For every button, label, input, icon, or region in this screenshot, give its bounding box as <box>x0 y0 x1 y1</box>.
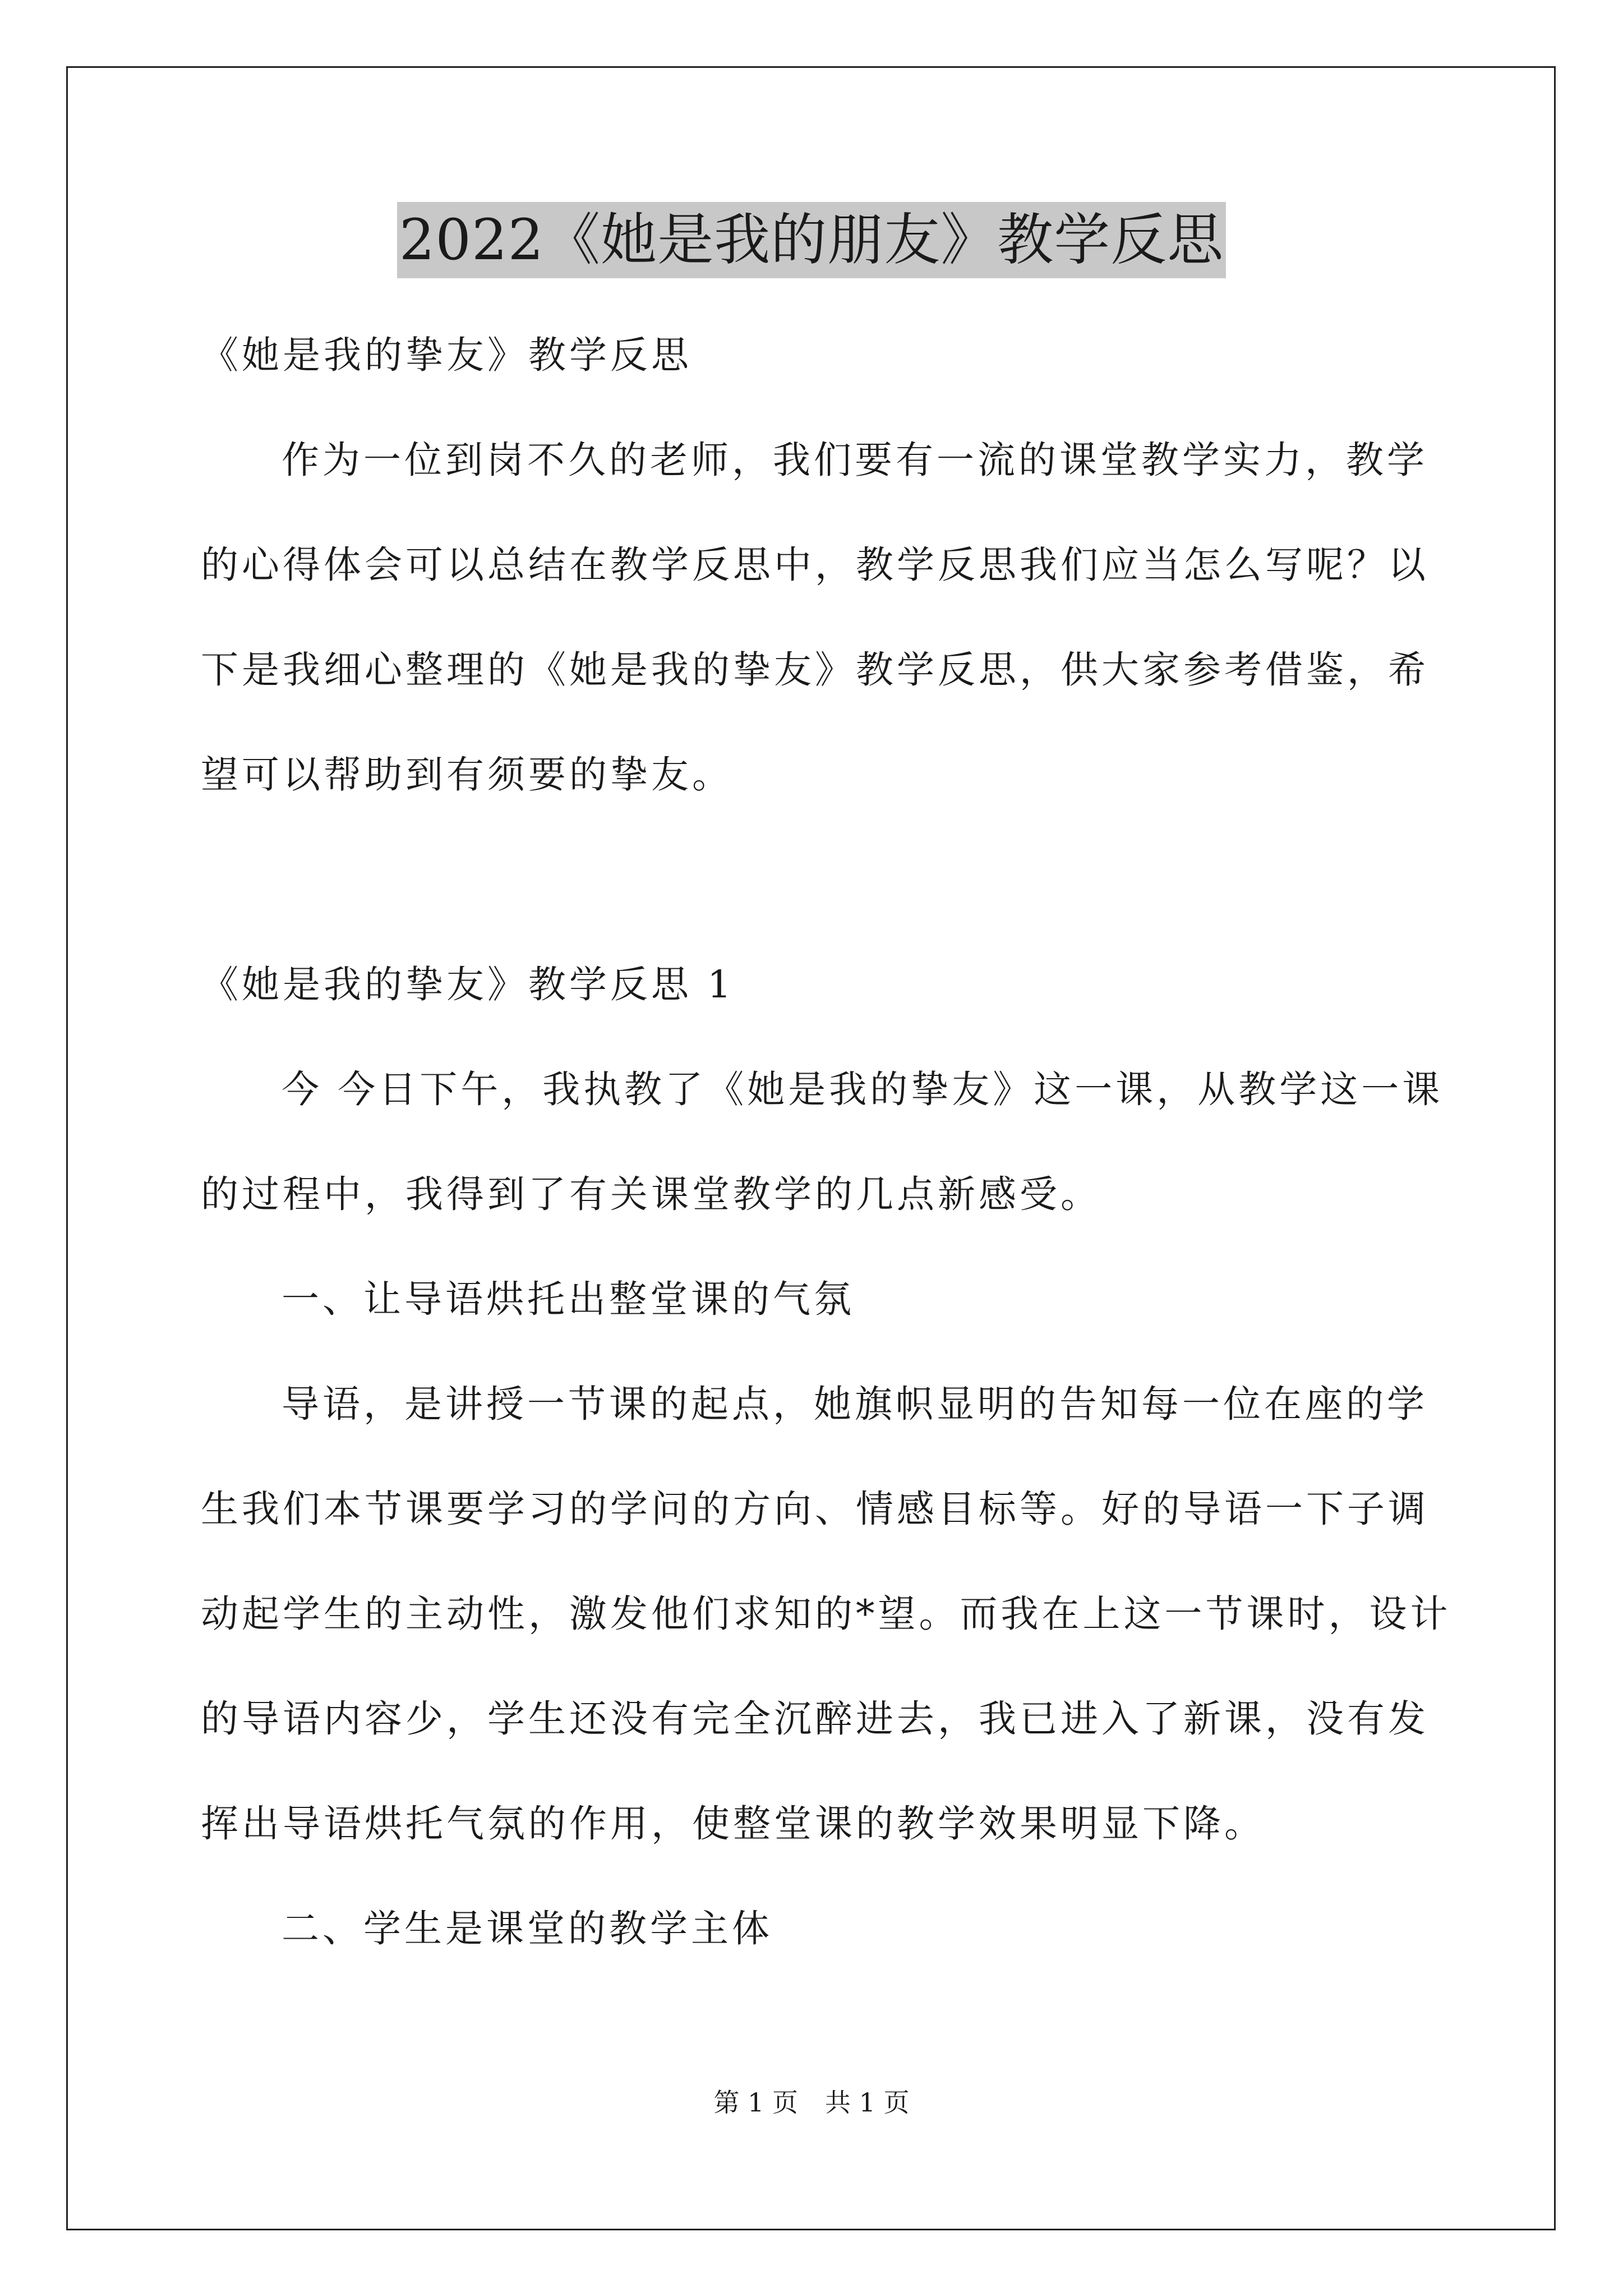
paragraph-line: 的导语内容少，学生还没有完全沉醉进去，我已进入了新课，没有发 <box>201 1697 1429 1741</box>
subsection-heading: 一、让导语烘托出整堂课的气氛 <box>282 1277 855 1321</box>
blank-line <box>201 827 1429 932</box>
page-total: 共 1 页 <box>825 2087 910 2118</box>
title-container <box>0 202 1623 278</box>
paragraph-line: 望可以帮助到有须要的挚友。 <box>201 753 733 797</box>
paragraph-line: 今 今日下午，我执教了《她是我的挚友》这一课，从教学这一课 <box>282 1068 1444 1111</box>
paragraph-line: 作为一位到岗不久的老师，我们要有一流的课堂教学实力，教学 <box>282 438 1428 482</box>
paragraph-line: 的过程中，我得到了有关课堂教学的几点新感受。 <box>201 1172 1101 1216</box>
paragraph-line: 的心得体会可以总结在教学反思中，教学反思我们应当怎么写呢？以 <box>201 543 1429 587</box>
subsection-heading: 二、学生是课堂的教学主体 <box>282 1907 773 1950</box>
paragraph-line: 动起学生的主动性，激发他们求知的*望。而我在上这一节课时，设计 <box>201 1592 1451 1636</box>
paragraph-line: 《她是我的挚友》教学反思 <box>201 333 692 377</box>
paragraph-line: 生我们本节课要学习的学问的方向、情感目标等。好的导语一下子调 <box>201 1487 1429 1531</box>
paragraph-line: 导语，是讲授一节课的起点，她旗帜显明的告知每一位在座的学 <box>282 1382 1428 1426</box>
paragraph-line: 下是我细心整理的《她是我的挚友》教学反思，供大家参考借鉴，希 <box>201 648 1429 692</box>
page-footer <box>0 2086 1623 2119</box>
document-title: 2022《她是我的朋友》教学反思 <box>397 202 1227 278</box>
paragraph-line: 挥出导语烘托气氛的作用，使整堂课的教学效果明显下降。 <box>201 1802 1265 1846</box>
section-heading: 《她是我的挚友》教学反思 1 <box>201 963 735 1006</box>
document-body <box>201 303 1451 1981</box>
page-number: 第 1 页 <box>713 2087 798 2118</box>
